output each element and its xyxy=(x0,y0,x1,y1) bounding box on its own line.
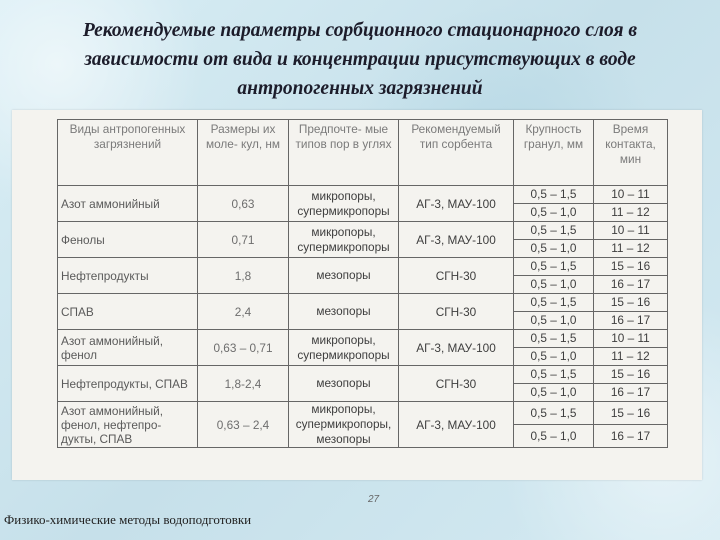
parameters-table xyxy=(57,119,668,448)
cell-granules: 0,5 – 1,0 xyxy=(514,204,594,222)
cell-pores: микропоры, супермикропоры xyxy=(289,330,399,366)
cell-granules: 0,5 – 1,5 xyxy=(514,258,594,276)
table-row xyxy=(58,402,668,425)
cell-time: 11 – 12 xyxy=(594,204,668,222)
cell-time: 15 – 16 xyxy=(594,366,668,384)
cell-size: 0,63 xyxy=(198,186,289,222)
footer-caption: Физико-химические методы водоподготовки xyxy=(4,512,252,527)
header-granules: Крупность гранул, мм xyxy=(514,120,594,186)
page-number: 27 xyxy=(368,494,380,505)
cell-time: 11 – 12 xyxy=(594,240,668,258)
cell-granules: 0,5 – 1,5 xyxy=(514,222,594,240)
cell-kind: Азот аммонийный xyxy=(58,186,198,222)
cell-kind: Фенолы xyxy=(58,222,198,258)
cell-granules: 0,5 – 1,0 xyxy=(514,312,594,330)
cell-granules: 0,5 – 1,5 xyxy=(514,330,594,348)
header-time: Время контакта, мин xyxy=(594,120,668,186)
cell-time: 10 – 11 xyxy=(594,222,668,240)
cell-time: 15 – 16 xyxy=(594,294,668,312)
table-row xyxy=(58,294,668,312)
cell-sorbent: СГН-30 xyxy=(399,366,514,402)
table-header-row xyxy=(58,120,668,186)
cell-pores: мезопоры xyxy=(289,366,399,402)
cell-granules: 0,5 – 1,5 xyxy=(514,294,594,312)
slide-title: Рекомендуемые параметры сорбционного стационарного слоя в зависимости от вида и концентрации присутствующих в воде антропогенных загрязнений xyxy=(82,20,638,99)
cell-pores: мезопоры xyxy=(289,258,399,294)
cell-sorbent: СГН-30 xyxy=(399,294,514,330)
cell-size: 1,8 xyxy=(198,258,289,294)
cell-granules: 0,5 – 1,0 xyxy=(514,425,594,448)
cell-time: 10 – 11 xyxy=(594,330,668,348)
table-row xyxy=(58,330,668,348)
cell-granules: 0,5 – 1,0 xyxy=(514,384,594,402)
cell-kind: Нефтепродукты, СПАВ xyxy=(58,366,198,402)
cell-granules: 0,5 – 1,5 xyxy=(514,402,594,425)
cell-time: 16 – 17 xyxy=(594,276,668,294)
cell-size: 0,63 – 0,71 xyxy=(198,330,289,366)
cell-granules: 0,5 – 1,0 xyxy=(514,240,594,258)
cell-kind: Азот аммонийный, фенол, нефтепро- дукты, СПАВ xyxy=(58,402,198,448)
cell-sorbent: АГ-3, МАУ-100 xyxy=(399,330,514,366)
cell-sorbent: СГН-30 xyxy=(399,258,514,294)
cell-granules: 0,5 – 1,0 xyxy=(514,348,594,366)
cell-granules: 0,5 – 1,5 xyxy=(514,366,594,384)
cell-size: 2,4 xyxy=(198,294,289,330)
header-pores: Предпочте- мые типов пор в углях xyxy=(289,120,399,186)
cell-kind: Азот аммонийный, фенол xyxy=(58,330,198,366)
cell-kind: СПАВ xyxy=(58,294,198,330)
cell-pores: микропоры, супермикропоры, мезопоры xyxy=(289,402,399,448)
table-row xyxy=(58,222,668,240)
header-kind: Виды антропогенных загрязнений xyxy=(58,120,198,186)
cell-size: 1,8-2,4 xyxy=(198,366,289,402)
cell-granules: 0,5 – 1,5 xyxy=(514,186,594,204)
cell-sorbent: АГ-3, МАУ-100 xyxy=(399,186,514,222)
table-body xyxy=(58,186,668,448)
cell-sorbent: АГ-3, МАУ-100 xyxy=(399,222,514,258)
cell-sorbent: АГ-3, МАУ-100 xyxy=(399,402,514,448)
cell-time: 16 – 17 xyxy=(594,312,668,330)
table-row xyxy=(58,366,668,384)
scanned-table-image xyxy=(12,110,702,505)
cell-time: 15 – 16 xyxy=(594,258,668,276)
table-row xyxy=(58,186,668,204)
cell-pores: микропоры, супермикропоры xyxy=(289,186,399,222)
cell-pores: мезопоры xyxy=(289,294,399,330)
cell-pores: микропоры, супермикропоры xyxy=(289,222,399,258)
cell-kind: Нефтепродукты xyxy=(58,258,198,294)
header-size: Размеры их моле- кул, нм xyxy=(198,120,289,186)
cell-size: 0,71 xyxy=(198,222,289,258)
header-sorbent: Рекомендуемый тип сорбента xyxy=(399,120,514,186)
cell-time: 15 – 16 xyxy=(594,402,668,425)
cell-granules: 0,5 – 1,0 xyxy=(514,276,594,294)
cell-time: 16 – 17 xyxy=(594,425,668,448)
table-row xyxy=(58,258,668,276)
cell-size: 0,63 – 2,4 xyxy=(198,402,289,448)
cell-time: 16 – 17 xyxy=(594,384,668,402)
cell-time: 10 – 11 xyxy=(594,186,668,204)
cell-time: 11 – 12 xyxy=(594,348,668,366)
